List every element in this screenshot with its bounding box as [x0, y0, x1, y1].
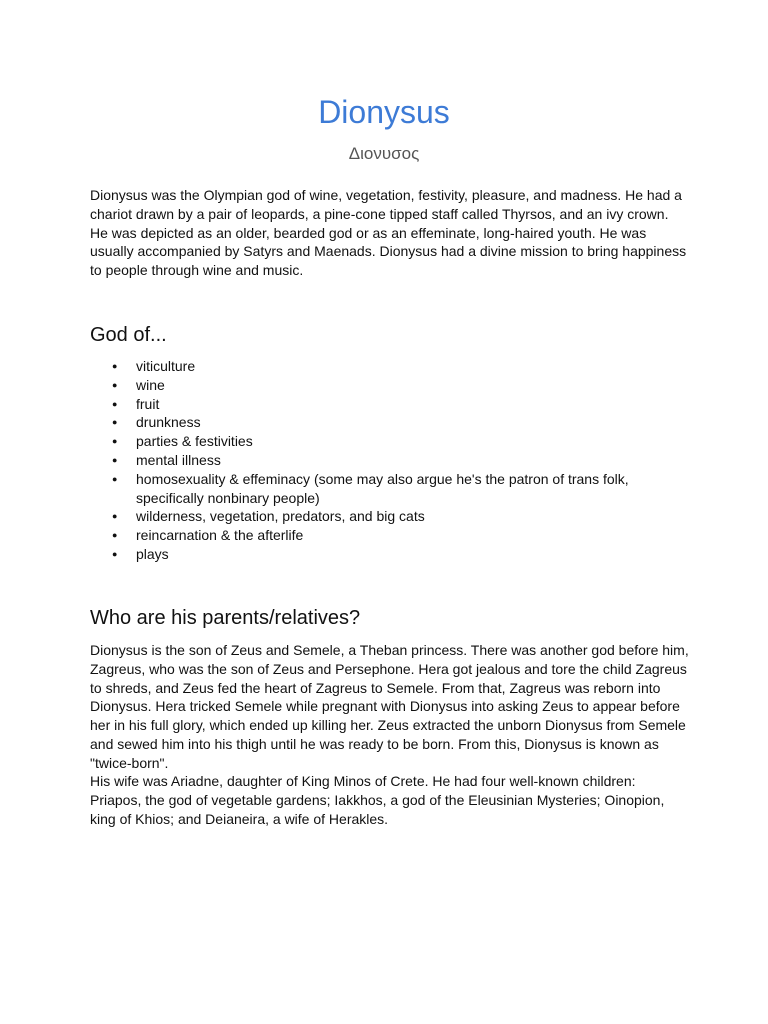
bullet-icon: ● [112, 436, 118, 447]
list-item: ● viticulture [112, 358, 196, 374]
list-item: ● parties & festivities [112, 433, 253, 450]
list-item: ● plays [112, 545, 169, 562]
bullet-icon: ● [112, 473, 118, 484]
list-item: ● homosexuality & effeminacy (some may also argue he's the patron of trans folk, specifically nonbinary people) [112, 470, 629, 506]
parents-paragraph: Dionysus is the son of Zeus and Semele, a Theban princess. There was another god before him, Zagreus, who was the son of Zeus and Persephone. Hera got jealous and tore the child Zagreus to shreds, and Zeus fed the heart of Zagreus to Semele. From that, Zagreus was reborn into Dionysus. Hera tricked Semele while pregnant with Dionysus into asking Zeus to appear before her in his full glory, which ended up killing her. Zeus extracted the unborn Dionysus from Semele and sewed him into his thigh until he was ready to be born. From this, Dionysus is known as "twice-born". [90, 642, 689, 771]
list-item: ● wine [112, 376, 165, 393]
bullet-icon: ● [112, 548, 118, 559]
list-item: ● fruit [112, 395, 160, 412]
intro-paragraph: Dionysus was the Olympian god of wine, vegetation, festivity, pleasure, and madness. He had a chariot drawn by a pair of leopards, a pine-cone tipped staff called Thyrsos, and an ivy crown. He was depicted as an older, bearded god or as an effeminate, long-haired youth. He was usually accompanied by Satyrs and Maenads. Dionysus had a divine mission to bring happiness to people through wine and music. [90, 187, 687, 279]
bullet-icon: ● [112, 511, 118, 522]
bullet-icon: ● [112, 361, 118, 371]
list-item: ● mental illness [112, 451, 221, 468]
bullet-icon: ● [112, 454, 118, 465]
page-title: Dionysus [318, 94, 450, 130]
list-item: ● drunkness [112, 414, 201, 431]
bullet-icon: ● [112, 398, 118, 409]
bullet-icon: ● [112, 379, 118, 390]
bullet-icon: ● [112, 417, 118, 428]
god-of-list [112, 357, 672, 564]
god-of-heading: God of... [90, 324, 167, 346]
list-item: ● reincarnation & the afterlife [112, 527, 304, 544]
family-paragraph: His wife was Ariadne, daughter of King Minos of Crete. He had four well-known children: Priapos, the god of vegetable gardens; Iakkhos, a god of the Eleusinian Mysteries; Oinopion, king of Khios; and Deianeira, a wife of Herakles. [90, 773, 665, 827]
list-item: ● wilderness, vegetation, predators, and big cats [112, 508, 425, 525]
parents-heading: Who are his parents/relatives? [90, 607, 361, 629]
bullet-icon: ● [112, 530, 118, 541]
greek-subtitle: Διονυσος [348, 144, 420, 163]
